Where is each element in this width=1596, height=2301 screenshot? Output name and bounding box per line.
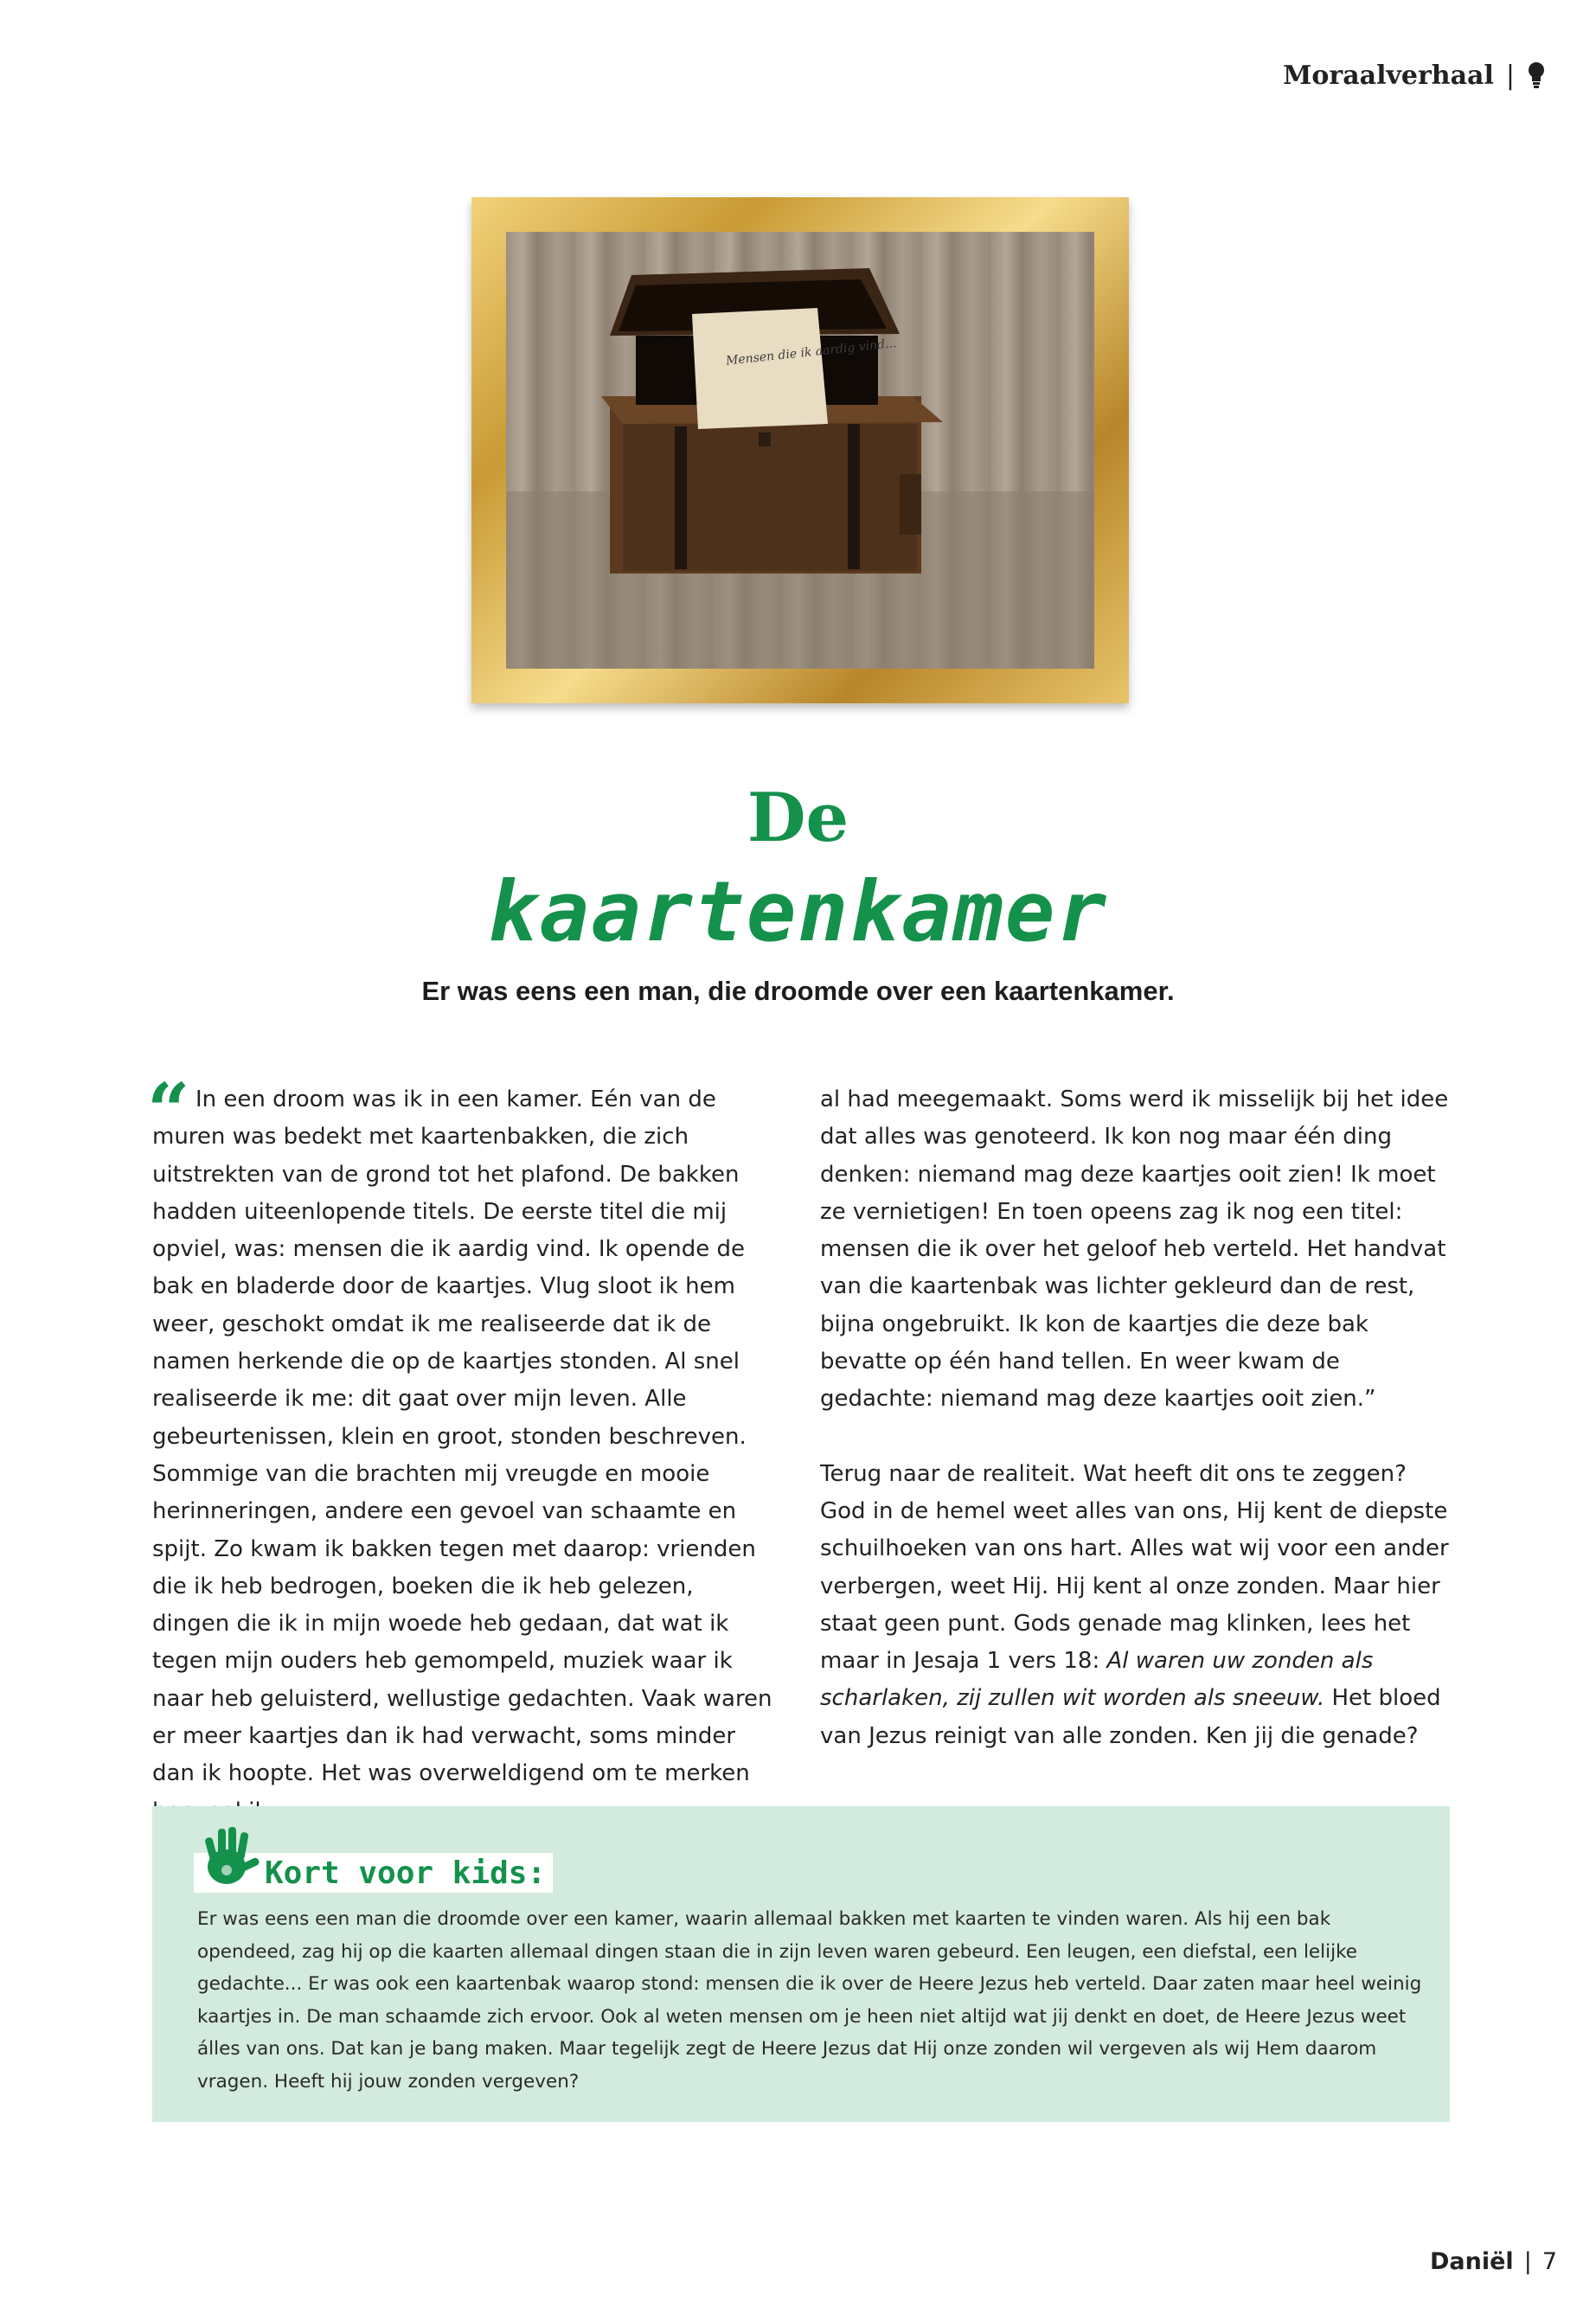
subtitle: Er was eens een man, die droomde over een kaartenkamer. [421, 976, 1175, 1006]
lightbulb-icon [1527, 61, 1546, 91]
kids-title [194, 1853, 553, 1893]
conclusion-start: Terug naar de realiteit. Wat heeft dit ons te zeggen? God in de hemel weet alles van ons, Hij kent de diepste schuilhoeken van ons hart. Alles wat wij voor een ander verbergen, weet Hij. Hij kent al onze zonden. Maar hier staat geen punt. Gods genade mag klinken, lees het maar in Jesaja 1 vers 18: [820, 1460, 1449, 1675]
section-label: Moraalverhaal [1283, 61, 1494, 91]
article-paragraph: In een droom was ik in een kamer. Eén van de muren was bedekt met kaartenbakken, die zich uitstrekten van de grond tot het plafond. De bakken hadden uiteenlopende titels. De eerste titel die mij opviel, was: mensen die ik aardig vind. Ik opende de bak en bladerde door de kaartjes. Vlug sloot ik hem weer, geschokt omdat ik me realiseerde dat ik de namen herkende die op de kaartjes stonden. Al snel realiseerde ik me: dit gaat over mijn leven. Alle gebeurtenissen, klein en groot, stonden beschreven. Sommige van die brachten mij vreugde en mooie herinneringen, andere een gevoel van schaamte en spijt. Zo kwam ik bakken tegen met daarop: vrienden die ik heb bedrogen, boeken die ik heb gelezen, dingen die ik in mijn woede heb gedaan, dat wat ik tegen mijn ouders heb gemompeld, muziek waar ik naar heb geluisterd, wellustige gedachten. Vaak waren er meer kaartjes dan ik had verwacht, soms minder dan ik hoopte. Het was overweldigend om te merken [152, 1086, 772, 1787]
quote-mark: “ [147, 1067, 190, 1155]
page-footer [1430, 2248, 1557, 2275]
header-separator: | [1505, 61, 1515, 91]
kids-summary-box [152, 1806, 1450, 2122]
card-text: Mensen die ik aardig vind... [725, 336, 898, 369]
hand-icon [195, 1822, 261, 1891]
conclusion-end: Het bloed van Jezus reinigt van alle zonden. Ken jij die genade? [820, 1685, 1441, 1749]
article-paragraph-conclusion [820, 1456, 1452, 1755]
footer-separator: | [1523, 2248, 1532, 2275]
article-column-left [147, 1067, 777, 1830]
article-paragraph: al had meegemaakt. Soms werd ik misselijk bij het idee dat alles was genoteerd. Ik kon nog maar één ding denken: niemand mag deze kaartjes ooit zien! Ik moet ze vernietigen! En toen opeens zag ik nog een titel: mensen die ik over het geloof heb verteld. Het handvat van die kaartenbak was lichter gekleurd dan de rest, bijna ongebruikt. Ik kon de kaartjes die deze bak bevatte op één hand tellen. En weer kwam de gedachte: niemand mag deze kaartjes ooit zien.” [820, 1086, 1449, 1413]
kids-title-label: Kort voor kids: [265, 1855, 547, 1891]
title-line-1: De [747, 779, 849, 857]
magazine-name: Daniël [1430, 2248, 1514, 2275]
section-header [1283, 61, 1546, 91]
bible-quote: Al waren uw zonden als scharlaken, zij zullen wit worden als sneeuw. [820, 1648, 1374, 1712]
framed-photo [471, 197, 1129, 703]
title-line-2: kaartenkamer [487, 863, 1109, 960]
article-column-right [820, 1081, 1452, 1755]
treasure-chest-photo [506, 232, 1094, 669]
kids-text: Er was eens een man die droomde over een kamer, waarin allemaal bakken met kaarten te vinden waren. Als hij een bak opendeed, zag hij op die kaarten allemaal dingen staan die in zijn leven waren gebeurd. Een leugen, een diefstal, een lelijke gedachte... Er was ook een kaartenbak waarop stond: mensen die ik over de Heere Jezus heb verteld. Daar zaten maar heel weinig kaartjes in. De man schaamde zich ervoor. Ook al weten mensen om je heen niet altijd wat jij denkt en doet, de Heere Jezus weet álles van ons. Dat kan je bang maken. Maar tegelijk zegt de Heere Jezus dat Hij onze zonden wil vergeven als wij Hem daarom vragen. Heeft hij jouw zonden vergeven? [197, 1908, 1422, 2093]
page-number: 7 [1542, 2248, 1557, 2275]
